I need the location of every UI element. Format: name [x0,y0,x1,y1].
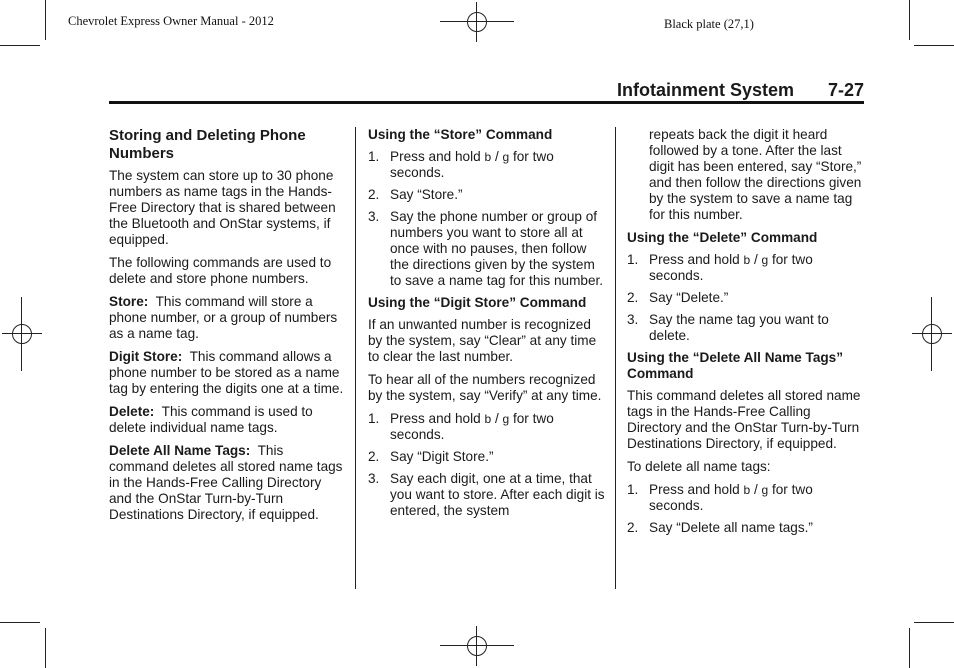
step-text: Press and hold [649,482,740,497]
step-number: 1. [627,482,639,497]
slash: / [494,411,499,426]
subheading: Using the “Delete” Command [627,230,818,245]
definition-delete [109,404,345,436]
crop-mark [0,622,40,623]
column-divider [355,127,356,589]
step-text: Press and hold [649,252,740,267]
list-item [368,449,606,465]
paragraph: To hear all of the numbers recognized by the system, say “Verify” at any time. [368,372,602,403]
step-number: 3. [627,312,639,327]
definition-digit-store [109,349,345,397]
list-item [627,290,867,306]
plate-label: Black plate (27,1) [664,17,754,31]
registration-mark-top [440,2,514,42]
list-item [368,411,606,443]
list-item [368,471,606,519]
crop-mark [914,622,954,623]
step-number: 2. [627,290,639,305]
crop-mark [909,0,910,40]
term: Delete: [109,404,155,419]
talk-icon: b [743,253,751,267]
delete-steps [627,252,867,344]
voice-icon: g [761,253,769,267]
subheading: Using the “Store” Command [368,127,553,142]
step-number: 1. [368,411,380,426]
title-rule [109,101,864,104]
step-text: Say the name tag you want to delete. [649,312,829,343]
list-item [627,252,867,284]
page-number: 7-27 [827,80,864,100]
step-text: Say “Delete.” [649,290,729,305]
list-item [627,482,867,514]
step-text: for two seconds. [390,411,554,442]
step-text: Press and hold [390,149,481,164]
column-3 [627,127,867,542]
step-text: Say the phone number or group of numbers you want to store all at once with no pauses, then follow the directions given by the system to save a name tag for this number. [390,209,604,288]
definition: This command deletes all stored name tags in the Hands-Free Calling Directory and the OnStar Turn-by-Turn Destinations Directory, if equipped. [109,443,343,522]
crop-mark [45,628,46,668]
list-item [368,187,606,203]
column-1 [109,127,345,530]
term: Digit Store: [109,349,183,364]
step-text: Say each digit, one at a time, that you want to store. After each digit is entered, the system [390,471,605,518]
step-text: for two seconds. [390,149,554,180]
term: Delete All Name Tags: [109,443,251,458]
step-number: 3. [368,471,380,486]
definition-store [109,294,345,342]
paragraph: This command deletes all stored name tags in the Hands-Free Calling Directory and the OnStar Turn-by-Turn Destinations Directory, if equipped. [627,388,861,451]
registration-mark-left [2,297,42,371]
slash: / [753,482,758,497]
registration-mark-right [912,297,952,371]
list-item [368,149,606,181]
list-item [627,520,867,536]
slash: / [494,149,499,164]
definition-delete-all [109,443,345,523]
slash: / [753,252,758,267]
talk-icon: b [484,150,492,164]
definition: This command is used to delete individual name tags. [109,404,313,435]
crop-mark [909,628,910,668]
definition: This command will store a phone number, or a group of numbers as a name tag. [109,294,338,341]
paragraph: The following commands are used to delete and store phone numbers. [109,255,332,286]
paragraph: The system can store up to 30 phone numbers as name tags in the Hands-Free Directory that is shared between the Bluetooth and OnStar systems, if equipped. [109,168,336,247]
voice-icon: g [502,412,510,426]
crop-mark [45,0,46,40]
page-title-row [109,80,864,102]
crop-mark [914,45,954,46]
section-title: Infotainment System [616,80,794,100]
term: Store: [109,294,149,309]
step-text: Say “Digit Store.” [390,449,494,464]
list-item [627,312,867,344]
registration-mark-bottom [440,626,514,666]
manual-title: Chevrolet Express Owner Manual - 2012 [68,14,274,28]
column-divider [615,127,616,589]
store-steps [368,149,606,289]
paragraph: To delete all name tags: [627,459,771,474]
column-2 [368,127,606,525]
step-number: 2. [627,520,639,535]
continued-step-text: repeats back the digit it heard followed by a tone. After the last digit has been entered, say “Store,” and then follow the directions given by the system to save a name tag for this number. [649,127,862,222]
subheading: Using the “Delete All Name Tags” Command [627,350,844,381]
step-number: 3. [368,209,380,224]
delete-all-steps [627,482,867,536]
step-text: for two seconds. [649,482,813,513]
talk-icon: b [484,412,492,426]
definition: This command allows a phone number to be stored as a name tag by entering the digits one at a time. [109,349,344,396]
subheading: Using the “Digit Store” Command [368,295,587,310]
step-number: 2. [368,449,380,464]
step-text: for two seconds. [649,252,813,283]
step-text: Say “Store.” [390,187,463,202]
voice-icon: g [761,483,769,497]
crop-mark [0,45,40,46]
talk-icon: b [743,483,751,497]
list-item [368,209,606,289]
digit-store-steps [368,411,606,519]
voice-icon: g [502,150,510,164]
step-text: Say “Delete all name tags.” [649,520,813,535]
step-number: 1. [627,252,639,267]
step-number: 2. [368,187,380,202]
step-text: Press and hold [390,411,481,426]
paragraph: If an unwanted number is recognized by the system, say “Clear” at any time to clear the last number. [368,317,597,364]
section-heading: Storing and Deleting Phone Numbers [109,127,306,162]
step-number: 1. [368,149,380,164]
